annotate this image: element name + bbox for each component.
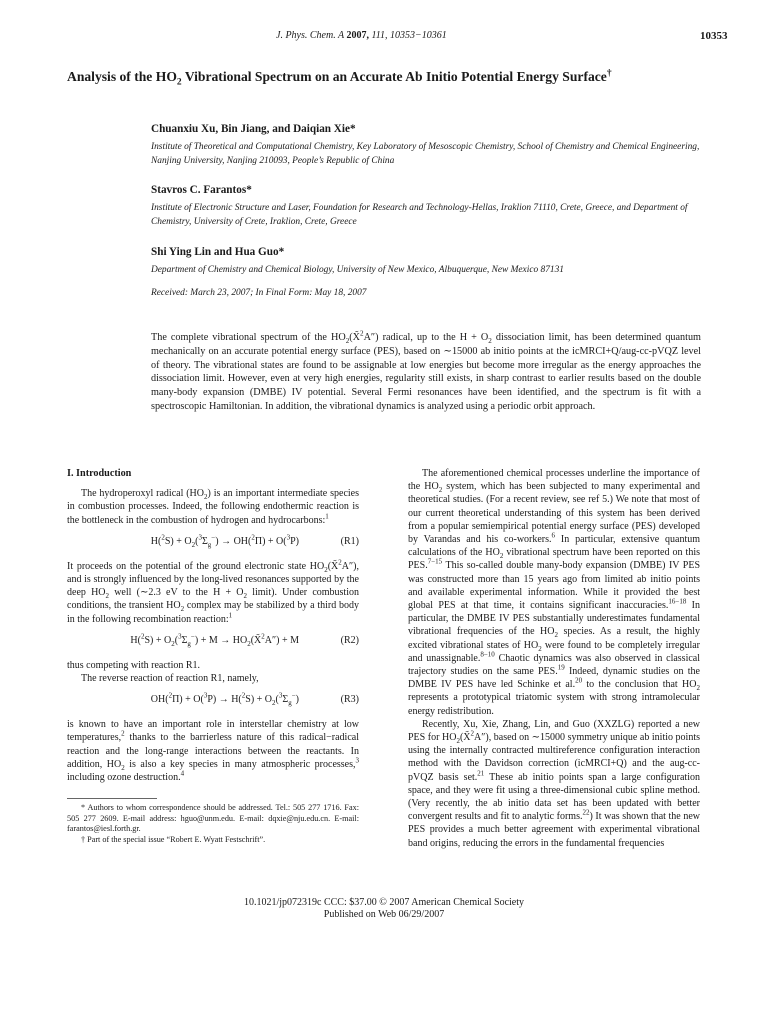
published-date: Published on Web 06/29/2007 <box>323 909 445 920</box>
received-dates: Received: March 23, 2007; In Final Form: May 18, 2007 <box>151 288 367 298</box>
page-number: 10353 <box>700 30 728 42</box>
author-group-1 <box>151 123 711 168</box>
abstract: The complete vibrational spectrum of the $HO_2(X̃^2A'')$ radical, up to the $H + O_2$ dissociation limit, has been determined quantum mechanically on an accurate potential energy surface (PES), based on ∼15000 ab initio points at the icMRCI+Q/aug-cc-pVQZ level of theory. The vibrational states are found to be assignable at low energies but become more irregular as the energy approaches the dissociation limit. However, even at very high energies, regularity still exists, in sharp contrast to earlier results based on the double many-body expansion (DMBE) IV potential. Several Fermi resonances have been identified, and the spectrum is fit with a spectroscopic Hamiltonian. In addition, the vibrational dynamics is analyzed using a periodic orbit approach. <box>151 329 701 412</box>
right-column <box>408 467 700 850</box>
paragraph: thus competing with reaction R1. <box>67 659 201 671</box>
author-affiliation: Institute of Theoretical and Computational Chemistry, Key Laboratory of Mesoscopic Chemistry, School of Chemistry and Chemical Engineering, Nanjing University, Nanjing 210093, People’s Republic of China <box>151 142 700 166</box>
equation-r3 <box>67 693 359 706</box>
doi-line: 10.1021/jp072319c CCC: $37.00 © 2007 American Chemical Society <box>243 897 525 908</box>
equation-label: (R2) <box>340 634 359 646</box>
paragraph: It proceeds on the potential of the ground electronic state $HO_2(X̃^2A'')$, and is strongly influenced by the long-lived resonances supported by the deep $HO_2$ well (∼2.3 eV to the $H + O_2$ limit). Under combustion conditions, the transient $HO_2$ complex may be stabilized by a third body in the following recombination reaction:$^1$ <box>67 558 359 625</box>
equation-text: $H(^2S) + O_2(^3\Sigma_g^-) \to OH(^2\Pi) + O(^3P)$ <box>150 533 299 549</box>
equation-label: (R3) <box>340 694 359 706</box>
author-names: Stavros C. Farantos* <box>151 184 252 196</box>
author-affiliation: Institute of Electronic Structure and Laser, Foundation for Research and Technology-Hellas, Iraklion 71110, Crete, Greece, and Department of Chemistry, University of Crete, Iraklion, Crete, Greece <box>151 203 688 227</box>
equation-r2 <box>67 634 359 647</box>
section-heading: I. Introduction <box>67 468 132 479</box>
journal-citation: J. Phys. Chem. A 2007, 111, 10353−10361 <box>276 30 447 41</box>
paragraph: Recently, Xu, Xie, Zhang, Lin, and Guo (XXZLG) reported a new PES for $HO_2(X̃^2A'')$, based on ∼15000 symmetry unique ab initio points using the internally contracted multireference configuration interaction method with the Davidson correction (icMRCI+Q) and the aug-cc-pVQZ basis set.$^{21}$ These ab initio points span a large configuration space, and they were fit using a three-dimensional cubic spline method. (Very recently, the ab initio data set has been updated with better convergent results and fit to analytic forms.$^{22}$) It was shown that the new PES provides a much better agreement with experimental vibrational band origins, reducing the errors in the fundamental frequencies <box>408 718 701 849</box>
page-footer <box>0 897 768 921</box>
author-names: Shi Ying Lin and Hua Guo* <box>151 246 285 258</box>
footnote-correspondence: * Authors to whom correspondence should be addressed. Tel.: 505 277 1716. Fax: 505 277 2609. E-mail address: hguo@unm.edu. E-mail: dqxie@nju.edu.cn. E-mail: farantos@iesl.forth.gr. <box>67 803 359 834</box>
paragraph: The aforementioned chemical processes underline the importance of the $HO_2$ system, which has been subjected to many experimental and theoretical studies. (For a recent review, see ref 5.) We note that most of our current theoretical understanding of this system has been derived from a popular semiempirical potential energy surface (PES) developed by Varandas and his co-workers.$^6$ In particular, extensive quantum calculations of the $HO_2$ vibrational spectrum have been reported on this PES.$^{7-15}$ This so-called double many-body expansion (DMBE) IV PES was constructed more than 15 years ago from limited ab initio points and available experimental information. While it provided the best global PES at that time, it contains significant inaccuracies.$^{16-18}$ In particular, the DMBE IV PES substantially underestimates fundamental vibrational frequencies of the $HO_2$ species. As a result, the highly excited vibrational states of $HO_2$ were found to be completely irregular and unassignable.$^{8-10}$ Chaotic dynamics was also observed in classical trajectory studies on the same PES.$^{19}$ Indeed, dynamic studies on the DMBE IV PES have led Schinke et al.$^{20}$ to the conclusion that $HO_2$ represents a prototypical triatomic system with strong intramolecular energy redistribution. <box>408 468 701 717</box>
author-group-3 <box>151 246 711 277</box>
author-names: Chuanxiu Xu, Bin Jiang, and Daiqian Xie* <box>151 123 356 135</box>
left-column <box>67 467 359 846</box>
author-affiliation: Department of Chemistry and Chemical Biology, University of New Mexico, Albuquerque, New Mexico 87131 <box>151 265 564 275</box>
equation-text: $OH(^2\Pi) + O(^3P) \to H(^2S) + O_2(^3\Sigma_g^-)$ <box>150 691 299 708</box>
footnote-rule <box>67 798 157 799</box>
equation-r1 <box>67 535 359 548</box>
author-group-2 <box>151 184 711 229</box>
footnote-special-issue: † Part of the special issue “Robert E. Wyatt Festschrift”. <box>81 835 266 845</box>
footnotes <box>67 798 359 845</box>
paper-title: Analysis of the $HO_2$ Vibrational Spectrum on an Accurate Ab Initio Potential Energy Surface† <box>67 68 612 88</box>
equation-label: (R1) <box>340 535 359 547</box>
paragraph: is known to have an important role in interstellar chemistry at low temperatures,$^2$ thanks to the barrierless nature of this radical−radical reaction and the long-range interactions between the reactants. In addition, $HO_2$ is also a key species in many atmospheric processes,$^3$ including ozone destruction.$^4$ <box>67 719 359 784</box>
equation-text: $H(^2S) + O_2(^3\Sigma_g^-) + M$ → $HO_2(X̃^2A'') + M$ <box>130 632 299 648</box>
paragraph: The reverse reaction of reaction R1, namely, <box>81 673 259 685</box>
paragraph: The hydroperoxyl radical $(HO_2)$ is an important intermediate species in combustion processes. Indeed, the following endothermic reaction is the bottleneck in the combustion of hydrogen and hydrocarbons:$^1$ <box>67 488 359 526</box>
